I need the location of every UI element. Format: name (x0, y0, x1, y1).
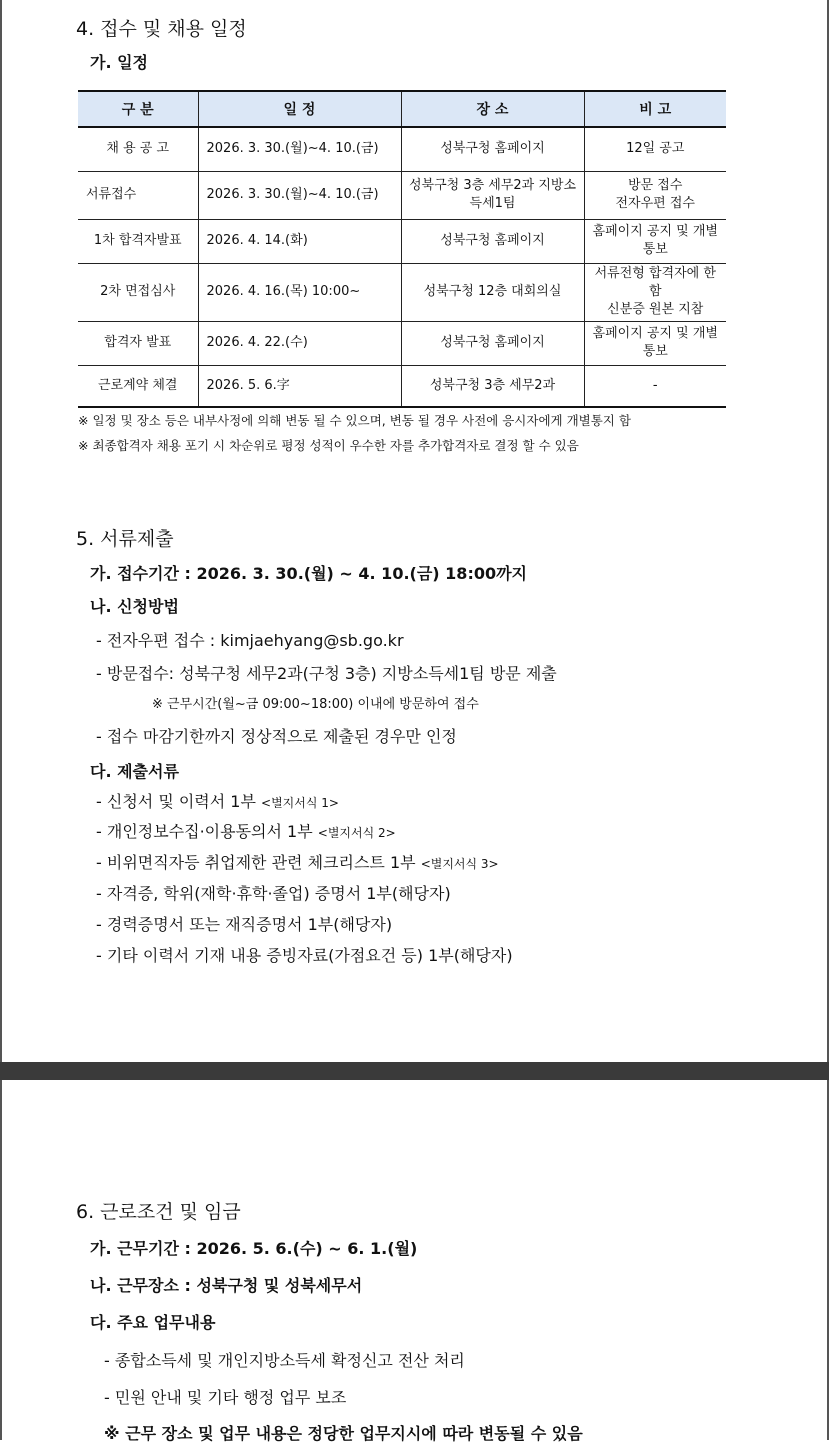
cell-category: 서류접수 (78, 171, 198, 219)
cell-remark (584, 127, 726, 171)
cell-remark: 홈페이지 공지 및 개별통보 (584, 219, 726, 263)
header-category: 구 분 (78, 91, 198, 127)
header-place: 장 소 (401, 91, 584, 127)
schedule-table (78, 90, 726, 408)
doc-text: - 비위면직자등 취업제한 관련 체크리스트 1부 (96, 853, 421, 872)
section5-visit-note: ※ 근무시간(월~금 09:00~18:00) 이내에 방문하여 접수 (152, 697, 479, 712)
cell-category: 합격자 발표 (78, 321, 198, 365)
header-schedule: 일 정 (198, 91, 401, 127)
cell-schedule: 2026. 4. 14.(화) (198, 219, 401, 263)
remark-line: 서류전형 합격자에 한함 (594, 266, 716, 299)
remark-line: 12일 공고 (626, 141, 685, 157)
cell-place: 성북구청 홈페이지 (401, 321, 584, 365)
section5-period: 가. 접수기간 : 2026. 3. 30.(월) ~ 4. 10.(금) 18:00까지 (90, 564, 528, 583)
table-header-row (78, 91, 726, 127)
section6-period: 가. 근무기간 : 2026. 5. 6.(수) ~ 6. 1.(월) (90, 1239, 418, 1258)
schedule-note-1: ※ 일정 및 장소 등은 내부사정에 의해 변동 될 수 있으며, 변동 될 경우 사전에 응시자에게 개별통지 함 (78, 413, 631, 428)
doc-form-tag: <별지서식 3> (420, 857, 499, 871)
section5-deadline: - 접수 마감기한까지 정상적으로 제출된 경우만 인정 (96, 727, 457, 746)
section6-note: ※ 근무 장소 및 업무 내용은 정당한 업무지시에 따라 변동될 수 있음 (104, 1424, 583, 1443)
doc-list-item (96, 912, 392, 935)
remark-line: 방문 접수 (628, 178, 683, 193)
section6-task-2: - 민원 안내 및 기타 행정 업무 보조 (104, 1388, 347, 1407)
table-row (78, 171, 726, 219)
section6-place: 나. 근무장소 : 성북구청 및 성북세무서 (90, 1276, 363, 1295)
cell-schedule: 2026. 3. 30.(월)~4. 10.(금) (198, 171, 401, 219)
doc-list-item (96, 943, 513, 966)
doc-text: - 신청서 및 이력서 1부 (96, 792, 262, 811)
cell-remark: 홈페이지 공지 및 개별통보 (584, 321, 726, 365)
cell-category: 채 용 공 고 (78, 127, 198, 171)
section5-method-heading: 나. 신청방법 (90, 597, 179, 616)
table-row (78, 321, 726, 365)
table-row (78, 127, 726, 171)
cell-schedule: 2026. 5. 6.字 (198, 365, 401, 407)
cell-schedule: 2026. 4. 22.(수) (198, 321, 401, 365)
doc-list-item (96, 789, 339, 812)
cell-place: 성북구청 3층 세무2과 지방소득세1팀 (401, 171, 584, 219)
doc-list-item (96, 850, 499, 873)
cell-remark (584, 171, 726, 219)
cell-schedule: 2026. 3. 30.(월)~4. 10.(금) (198, 127, 401, 171)
doc-form-tag: <별지서식 2> (317, 826, 396, 840)
section6-duties-heading: 다. 주요 업무내용 (90, 1313, 216, 1332)
doc-form-tag: <별지서식 1> (261, 796, 339, 810)
cell-schedule: 2026. 4. 16.(목) 10:00~ (198, 263, 401, 321)
remark-line: 전자우편 접수 (615, 196, 695, 211)
page-divider (0, 1062, 829, 1080)
section4-sub-a: 가. 일정 (90, 53, 149, 72)
schedule-note-2: ※ 최종합격자 채용 포기 시 차순위로 평정 성적이 우수한 자를 추가합격자로 결정 할 수 있음 (78, 438, 579, 453)
doc-text: - 경력증명서 또는 재직증명서 1부(해당자) (96, 915, 393, 934)
cell-category: 2차 면접심사 (78, 263, 198, 321)
doc-list-item (96, 881, 451, 904)
cell-remark: - (584, 365, 726, 407)
cell-place: 성북구청 3층 세무2과 (401, 365, 584, 407)
section5-visit: - 방문접수: 성북구청 세무2과(구청 3층) 지방소득세1팀 방문 제출 (96, 664, 557, 683)
cell-category: 1차 합격자발표 (78, 219, 198, 263)
remark-line: 신분증 원본 지참 (607, 302, 704, 317)
section4-title: 4. 접수 및 채용 일정 (76, 18, 247, 40)
table-row (78, 263, 726, 321)
doc-text: - 개인정보수집·이용동의서 1부 (96, 822, 318, 841)
section6-title: 6. 근로조건 및 임금 (76, 1201, 241, 1223)
section5-email: - 전자우편 접수 : kimjaehyang@sb.go.kr (96, 631, 404, 650)
cell-place: 성북구청 12층 대회의실 (401, 263, 584, 321)
section5-title: 5. 서류제출 (76, 528, 174, 550)
cell-category: 근로계약 체결 (78, 365, 198, 407)
header-remark: 비 고 (584, 91, 726, 127)
doc-text: - 기타 이력서 기재 내용 증빙자료(가점요건 등) 1부(해당자) (96, 946, 513, 965)
doc-list-item (96, 819, 396, 842)
table-row (78, 365, 726, 407)
section5-docs-heading: 다. 제출서류 (90, 762, 179, 781)
section6-task-1: - 종합소득세 및 개인지방소득세 확정신고 전산 처리 (104, 1351, 465, 1370)
cell-place: 성북구청 홈페이지 (401, 219, 584, 263)
doc-text: - 자격증, 학위(재학·휴학·졸업) 증명서 1부(해당자) (96, 884, 451, 903)
table-row (78, 219, 726, 263)
cell-place: 성북구청 홈페이지 (401, 127, 584, 171)
cell-remark (584, 263, 726, 321)
